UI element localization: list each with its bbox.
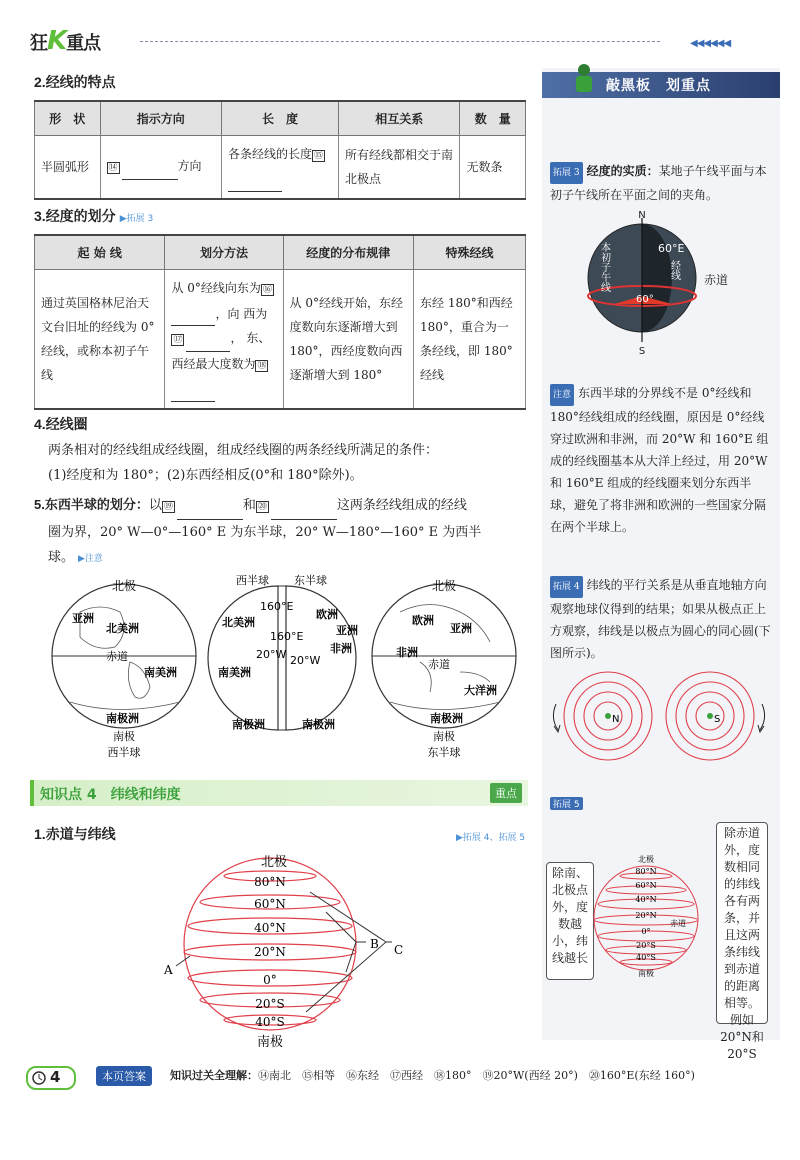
answer-blank[interactable] xyxy=(228,175,282,192)
latitude-label: 60°N xyxy=(635,881,657,890)
answers-label: 知识过关全理解： xyxy=(170,1069,258,1082)
polar-view-figure xyxy=(548,668,774,764)
section-title-text: 东西半球的划分： xyxy=(44,498,149,513)
key-point-badge: 重点 xyxy=(490,783,522,803)
latitude-label: 20°S xyxy=(255,997,285,1011)
hemisphere-label: 西半球 xyxy=(107,746,141,759)
equator-label: 赤道 xyxy=(670,919,686,928)
equator-label: 赤道 xyxy=(428,658,450,671)
paragraph: 圈为界，20° W—0°—160° E 为东半球，20° W—180°—160° E 为西半 xyxy=(48,525,482,540)
table-header: 长 度 xyxy=(221,101,338,136)
table-header: 经度的分布规律 xyxy=(283,235,413,270)
header-divider xyxy=(140,41,660,42)
body-text: 球。 xyxy=(48,550,75,565)
hemisphere-note xyxy=(550,382,772,538)
note-text: 某地子午线平面与本初子午线所在平面之间的夹角。 xyxy=(550,164,767,202)
cell-text: 东、西经最大度数为 xyxy=(171,331,271,371)
continent-label: 非洲 xyxy=(330,642,352,655)
section-4-body xyxy=(48,438,528,488)
meridian-features-table xyxy=(34,100,526,200)
latitude-label: 20°S xyxy=(636,941,656,950)
north-pole-label: 北极 xyxy=(111,579,137,593)
cell-text: 各条经线的长度 xyxy=(227,147,312,161)
latitude-label: 20°N xyxy=(254,945,286,959)
equator-label: 赤道 xyxy=(106,650,128,663)
table-cell: 所有经线都相交于南北极点 xyxy=(339,136,460,200)
north-label: N xyxy=(638,210,646,221)
table-cell: 半圆弧形 xyxy=(35,136,101,200)
page-number: 4 xyxy=(50,1068,61,1086)
longitude-division-table xyxy=(34,234,526,410)
blank-number: ⑭ xyxy=(108,163,118,173)
continent-label: 亚洲 xyxy=(72,612,94,625)
south-pole-label: 南极 xyxy=(256,1035,284,1050)
continent-label: 南美洲 xyxy=(218,666,251,679)
note-heading: 经度的实质： xyxy=(586,164,659,178)
angle-label: 60° xyxy=(636,294,654,305)
answers-text: ⑭南北 ⑮相等 ⑯东经 ⑰西经 ⑱180° ⑲20°W(西经 20°) ⑳160°E(东经 160°) xyxy=(258,1069,695,1082)
longitude-label: 160°E xyxy=(270,630,304,643)
continent-label: 南极洲 xyxy=(232,718,265,731)
table-header: 指示方向 xyxy=(100,101,221,136)
degree-label: 60°E xyxy=(658,242,685,255)
brand-suffix: 重点 xyxy=(66,33,101,54)
north-pole-label: 北极 xyxy=(431,579,457,593)
continent-label: 南极洲 xyxy=(302,718,335,731)
extension-link[interactable]: ▶拓展 3 xyxy=(119,214,154,224)
table-header: 形 状 xyxy=(35,101,101,136)
table-cell xyxy=(221,136,338,200)
note-link[interactable]: ▶注意 xyxy=(78,554,103,564)
latitude-label: 80°N xyxy=(254,875,286,889)
longitude-label: 20°W xyxy=(290,654,321,667)
continent-label: 欧洲 xyxy=(412,614,434,627)
continent-label: 北美洲 xyxy=(106,622,139,635)
hemisphere-label: 东半球 xyxy=(427,746,461,759)
continent-label: 欧洲 xyxy=(316,608,338,621)
table-cell: 东经 180°和西经 180°，重合为一条经线，即 180°经线 xyxy=(414,270,526,410)
answer-blank[interactable] xyxy=(171,385,215,402)
meridian-label: 经线 xyxy=(668,260,680,280)
latitude-globe-figure xyxy=(150,850,430,1050)
extension-tag: 拓展 3 xyxy=(550,162,583,184)
longitude-essence-figure xyxy=(578,208,758,358)
latitude-label: 40°N xyxy=(254,921,286,935)
extension-tag: 拓展 4 xyxy=(550,576,583,598)
continent-label: 亚洲 xyxy=(450,622,472,635)
south-label: S xyxy=(638,346,646,357)
blank-number: ⑳ xyxy=(257,502,267,512)
west-hemisphere-label: 西半球 xyxy=(236,574,269,587)
cell-text: 方向 xyxy=(177,159,202,173)
table-cell xyxy=(100,136,221,200)
brand-k: K xyxy=(47,26,67,56)
extension-tag: 拓展 5 xyxy=(550,797,583,810)
callout-right: 除赤道外，度数相同的纬线各有两条，并且这两条纬线到赤道的距离相等。例如20°N和20°S xyxy=(716,822,768,1024)
brand-logo xyxy=(30,26,100,56)
answer-blank[interactable] xyxy=(171,309,215,326)
label-a: A xyxy=(164,963,173,977)
table-cell: 从 0°经线开始，东经度数向东逐渐增大到 180°，西经度数向西逐渐增大到 180° xyxy=(283,270,413,410)
south-pole-mark: S xyxy=(714,714,721,725)
answer-blank[interactable] xyxy=(186,335,230,352)
latitude-globe-small xyxy=(586,852,718,982)
answer-blank[interactable] xyxy=(177,503,243,520)
section-title-text: 经度的划分 xyxy=(45,209,116,225)
latitude-label: 0° xyxy=(641,927,651,936)
continent-label: 非洲 xyxy=(396,646,418,659)
latitude-label: 0° xyxy=(263,973,277,987)
section-number: 1. xyxy=(34,826,46,842)
continent-label: 亚洲 xyxy=(336,624,358,637)
blank-number: ⑰ xyxy=(173,335,183,345)
blank-number: ⑯ xyxy=(262,285,272,295)
longitude-label: 20°W xyxy=(256,648,287,661)
section-number: 3. xyxy=(34,208,46,224)
south-pole-label: 南极 xyxy=(113,730,135,743)
table-header: 相互关系 xyxy=(339,101,460,136)
section-title-text: 经线圈 xyxy=(45,417,88,433)
body-text: 和 xyxy=(242,498,256,513)
latitude-label: 40°S xyxy=(636,953,656,962)
label-c: C xyxy=(394,943,404,957)
cell-text: ， xyxy=(230,331,243,345)
south-pole-label: 南极 xyxy=(638,969,654,978)
blank-number: ⑱ xyxy=(257,361,267,371)
answer-blank[interactable] xyxy=(122,163,178,180)
body-text: 以 xyxy=(148,498,162,513)
label-b: B xyxy=(370,937,379,951)
paragraph: (1)经度和为 180°；(2)东西经相反(0°和 180°除外)。 xyxy=(48,468,363,483)
continent-label: 大洋洲 xyxy=(464,684,497,697)
blank-number: ⑮ xyxy=(313,151,323,161)
latitude-label: 60°N xyxy=(254,897,286,911)
section-number: 4. xyxy=(34,416,46,432)
clock-icon xyxy=(32,1070,46,1089)
continent-label: 南美洲 xyxy=(144,666,177,679)
north-pole-mark: N xyxy=(612,714,620,725)
extension-5-tag xyxy=(550,792,587,811)
prime-meridian-label: 本初子午线 xyxy=(598,242,610,292)
note-text: 纬线的平行关系是从垂直地轴方向观察地球仪得到的结果；如果从极点正上方观察，纬线是以极点为圆心的同心圆(下图所示)。 xyxy=(550,578,771,660)
equator-latitude-title xyxy=(34,824,116,844)
hemisphere-globes-figure xyxy=(40,572,530,772)
section-number: 5. xyxy=(34,497,45,512)
extension-4-note xyxy=(550,574,772,664)
table-cell xyxy=(165,270,283,410)
answers-tag: 本页答案 xyxy=(96,1066,152,1086)
knowledge-point-title: 知识点 4 纬线和纬度 xyxy=(40,787,181,803)
note-tag: 注意 xyxy=(550,384,574,406)
latitude-label: 40°N xyxy=(635,895,657,904)
latitude-label: 40°S xyxy=(255,1015,285,1029)
east-hemisphere-label: 东半球 xyxy=(294,574,327,587)
table-header: 划分方法 xyxy=(165,235,283,270)
note-text: 东西半球的分界线不是 0°经线和 180°经线组成的经线圈，原因是 0°经线穿过欧洲和非洲，而 20°W 和 160°E 组成的经线圈基本从大洋上经过，用 20°W 和 160°E 组成的经线圈来划分东西半球，避免了将非洲和欧洲的一些国家分隔在两个半球上。 xyxy=(550,386,769,534)
blank-number: ⑲ xyxy=(163,502,173,512)
header-arrows-icon: ◀◀◀◀◀◀ xyxy=(690,38,731,49)
longitude-label: 160°E xyxy=(260,600,294,613)
answer-blank[interactable] xyxy=(271,503,337,520)
latitude-label: 20°N xyxy=(635,911,657,920)
section-2-title xyxy=(34,72,116,92)
body-text: 这两条经线组成的经线 xyxy=(336,498,467,513)
north-pole-label: 北极 xyxy=(638,855,654,864)
section-5 xyxy=(34,492,528,572)
table-cell: 通过英国格林尼治天文台旧址的经线为 0° 经线，或称本初子午线 xyxy=(35,270,165,410)
latitude-label: 80°N xyxy=(635,867,657,876)
section-title-text: 赤道与纬线 xyxy=(45,827,116,843)
table-header: 数 量 xyxy=(460,101,526,136)
answers-line xyxy=(170,1067,695,1083)
sidebar-title: 敲黑板 划重点 xyxy=(606,78,711,94)
paragraph: 两条相对的经线组成经线圈，组成经线圈的两条经线所满足的条件： xyxy=(48,443,439,458)
south-pole-label: 南极 xyxy=(433,730,455,743)
western-hemisphere-globe xyxy=(52,578,196,759)
cell-text: 从 0°经线向东为 xyxy=(171,281,261,295)
equator-label: 赤道 xyxy=(704,273,729,287)
brand-prefix: 狂 xyxy=(30,33,47,54)
section-3-title xyxy=(34,206,153,226)
cell-text: ，向 xyxy=(215,307,240,321)
continent-label: 北美洲 xyxy=(222,616,255,629)
extension-3-note xyxy=(550,160,772,206)
section-number: 2. xyxy=(34,74,46,90)
table-cell: 无数条 xyxy=(460,136,526,200)
split-hemisphere-globe xyxy=(208,573,358,731)
continent-label: 南极洲 xyxy=(106,712,139,725)
section-title-text: 经线的特点 xyxy=(45,75,116,91)
extension-link[interactable]: ▶拓展 4、拓展 5 xyxy=(456,833,526,843)
north-pole-label: 北极 xyxy=(260,855,288,870)
continent-label: 南极洲 xyxy=(430,712,463,725)
cell-text: 西为 xyxy=(243,307,268,321)
section-4-title xyxy=(34,414,88,434)
table-header: 起 始 线 xyxy=(35,235,165,270)
eastern-hemisphere-globe xyxy=(372,578,516,759)
callout-left: 除南、北极点外，度数越小，纬线越长 xyxy=(546,862,594,980)
table-header: 特殊经线 xyxy=(414,235,526,270)
teacher-icon xyxy=(568,62,598,96)
